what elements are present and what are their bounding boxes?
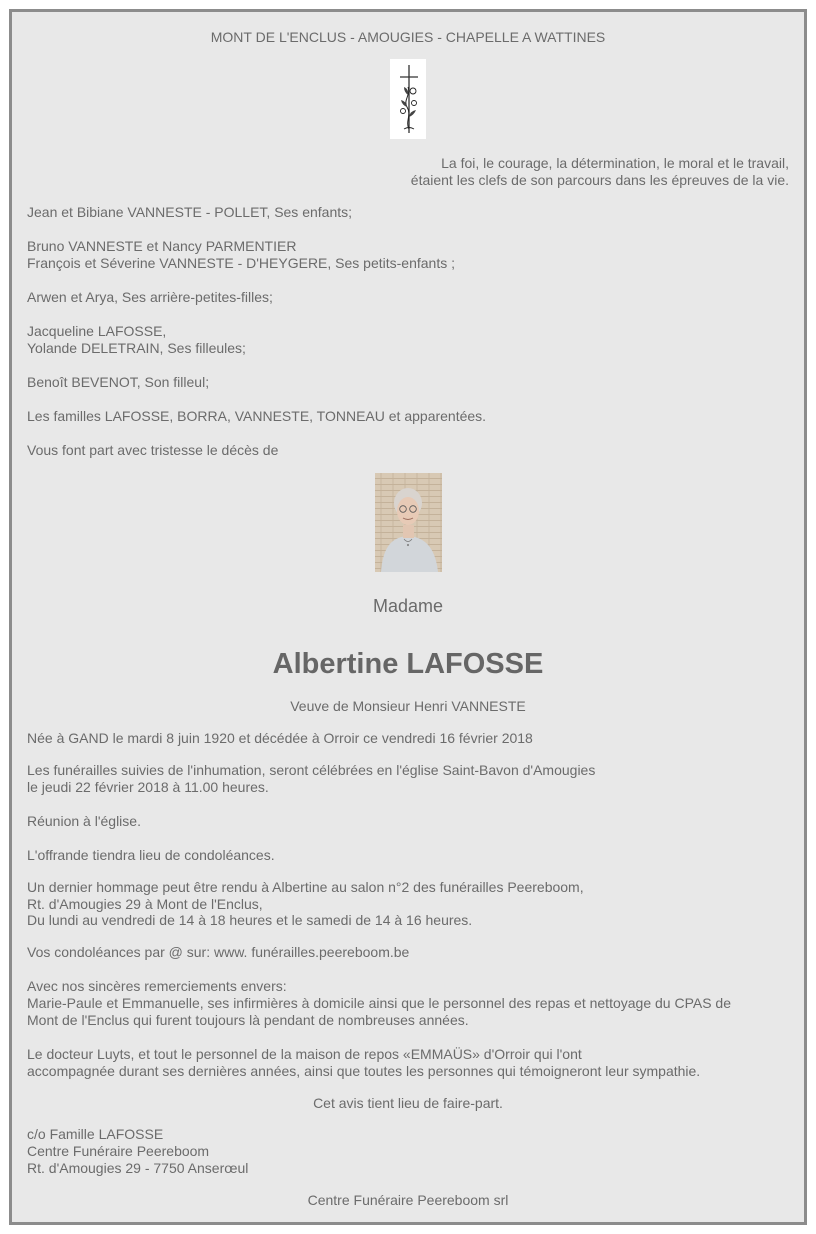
homage-line-2: Rt. d'Amougies 29 à Mont de l'Enclus, [27, 896, 263, 912]
thanks-doctor-2: accompagnée durant ses dernières années, ainsi que toutes les personnes qui témoigneront leur sympathie. [27, 1063, 701, 1079]
thanks-nurses-2: Mont de l'Enclus qui furent toujours là pendant de nombreuses années. [27, 1012, 469, 1028]
quote-line-2: étaient les clefs de son parcours dans les épreuves de la vie. [410, 172, 789, 188]
offering: L'offrande tiendra lieu de condoléances. [27, 847, 275, 863]
notice-line: Cet avis tient lieu de faire-part. [313, 1095, 503, 1111]
header-locations: MONT DE L'ENCLUS - AMOUGIES - CHAPELLE A WATTINES [210, 29, 606, 45]
birth-death: Née à GAND le mardi 8 juin 1920 et décédée à Orroir ce vendredi 16 février 2018 [27, 730, 533, 746]
homage-line-1: Un dernier hommage peut être rendu à Albertine au salon n°2 des funérailles Peereboom, [27, 879, 584, 895]
deceased-name: Albertine LAFOSSE [272, 648, 544, 680]
footer-company: Centre Funéraire Peereboom srl [307, 1192, 509, 1208]
contact-line-1: c/o Famille LAFOSSE [27, 1126, 164, 1142]
family-grandchildren-2: François et Séverine VANNESTE - D'HEYGERE, Ses petits-enfants ; [27, 255, 456, 271]
quote-line-1: La foi, le courage, la détermination, le moral et le travail, [441, 155, 789, 171]
family-extended: Les familles LAFOSSE, BORRA, VANNESTE, TONNEAU et apparentées. [27, 408, 487, 424]
obituary-card [9, 9, 807, 1225]
condolences-website: Vos condoléances par @ sur: www. funérailles.peereboom.be [27, 944, 410, 960]
funeral-line-2: le jeudi 22 février 2018 à 11.00 heures. [27, 779, 269, 795]
homage-line-3: Du lundi au vendredi de 14 à 18 heures et le samedi de 14 à 16 heures. [27, 912, 473, 928]
announcement: Vous font part avec tristesse le décès de [27, 442, 279, 458]
deceased-title: Madame [372, 596, 444, 616]
family-grandchildren-1: Bruno VANNESTE et Nancy PARMENTIER [27, 238, 297, 254]
family-goddaughters-1: Jacqueline LAFOSSE, [27, 323, 167, 339]
thanks-nurses-1: Marie-Paule et Emmanuelle, ses infirmières à domicile ainsi que le personnel des repas et nettoyage du CPAS de [27, 995, 731, 1011]
cross-with-lilies-icon [390, 59, 426, 139]
thanks-intro: Avec nos sincères remerciements envers: [27, 978, 287, 994]
family-goddaughters-2: Yolande DELETRAIN, Ses filleules; [27, 340, 246, 356]
widow-of: Veuve de Monsieur Henri VANNESTE [290, 698, 526, 714]
family-godson: Benoît BEVENOT, Son filleul; [27, 374, 210, 390]
church-meeting: Réunion à l'église. [27, 813, 141, 829]
family-great-grandchildren: Arwen et Arya, Ses arrière-petites-filles; [27, 289, 273, 305]
thanks-doctor-1: Le docteur Luyts, et tout le personnel de la maison de repos «EMMAÜS» d'Orroir qui l'ont [27, 1046, 582, 1062]
portrait-photo [375, 473, 442, 572]
contact-line-2: Centre Funéraire Peereboom [27, 1143, 210, 1159]
contact-line-3: Rt. d'Amougies 29 - 7750 Anserœul [27, 1160, 249, 1176]
family-children: Jean et Bibiane VANNESTE - POLLET, Ses enfants; [27, 204, 353, 220]
funeral-line-1: Les funérailles suivies de l'inhumation, seront célébrées en l'église Saint-Bavon d'Amougies [27, 762, 596, 778]
